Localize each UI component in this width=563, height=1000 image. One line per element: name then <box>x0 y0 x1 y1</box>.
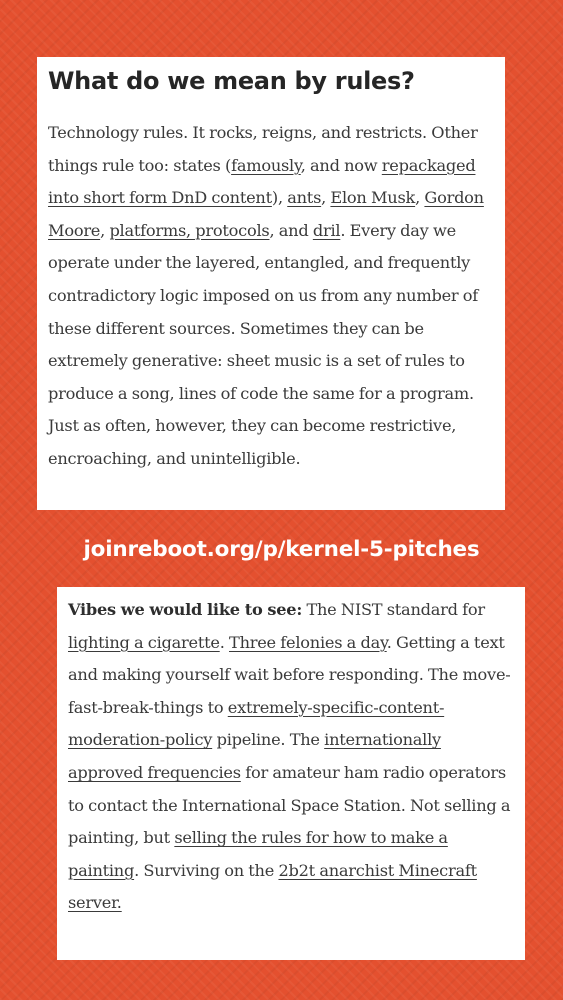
link-three-felonies[interactable]: Three felonies a day <box>229 632 387 652</box>
link-gordon-moore[interactable]: Gordon Moore <box>48 188 484 240</box>
link-dril[interactable]: dril <box>312 220 341 240</box>
text-segment: for amateur ham radio operators to contact the International Space Station. Not selling a painting, but <box>68 762 511 848</box>
link-dnd-content[interactable]: repackaged into short form DnD content <box>48 155 476 208</box>
link-rules-for-painting[interactable]: selling the rules for how to make a painting <box>68 828 448 880</box>
text-segment: , <box>415 188 425 208</box>
link-ants[interactable]: ants <box>287 188 322 208</box>
link-elon-musk[interactable]: Elon Musk <box>330 188 416 208</box>
text-segment: . Surviving on the <box>134 860 279 880</box>
vibes-lead: Vibes we would like to see: <box>68 600 303 619</box>
rules-card <box>37 57 505 510</box>
url-caption: joinreboot.org/p/kernel-5-pitches <box>83 537 480 562</box>
text-segment: Technology rules. It rocks, reigns, and restricts. Other things rule too: states ( <box>48 123 478 175</box>
text-segment: . Every day we operate under the layered, entangled, and frequently contradictory logic imposed on us from any number of these different sources. Sometimes they can be extremely generative: sheet music is a set of rules to produce a song, lines of code the same for a program. Just as often, however, they can become restrictive, encroaching, and unintelligible. <box>48 220 479 468</box>
vibes-card <box>57 587 525 960</box>
link-platforms-protocols[interactable]: platforms, protocols <box>109 220 270 240</box>
link-famously[interactable]: famously <box>231 155 301 175</box>
text-segment: pipeline. The <box>212 730 325 750</box>
link-approved-frequencies[interactable]: internationally approved frequencies <box>68 730 441 782</box>
rules-paragraph <box>48 117 493 476</box>
vibes-paragraph <box>68 594 517 920</box>
text-segment: ), <box>271 188 288 208</box>
text-segment: , <box>100 220 110 240</box>
text-segment: . <box>219 632 230 652</box>
text-segment: , and now <box>300 155 382 175</box>
link-content-moderation-policy[interactable]: extremely-specific-content-moderation-policy <box>68 697 445 750</box>
text-segment: , <box>321 188 331 208</box>
text-segment: . Getting a text and making yourself wait before responding. The move-fast-break-things to <box>68 632 511 717</box>
link-2b2t-server[interactable]: 2b2t anarchist Minecraft server. <box>68 860 477 913</box>
link-lighting-cigarette[interactable]: lighting a cigarette <box>68 632 220 652</box>
section-heading: What do we mean by rules? <box>48 67 415 95</box>
text-segment: The NIST standard for <box>302 600 485 619</box>
text-segment: , and <box>269 220 313 240</box>
